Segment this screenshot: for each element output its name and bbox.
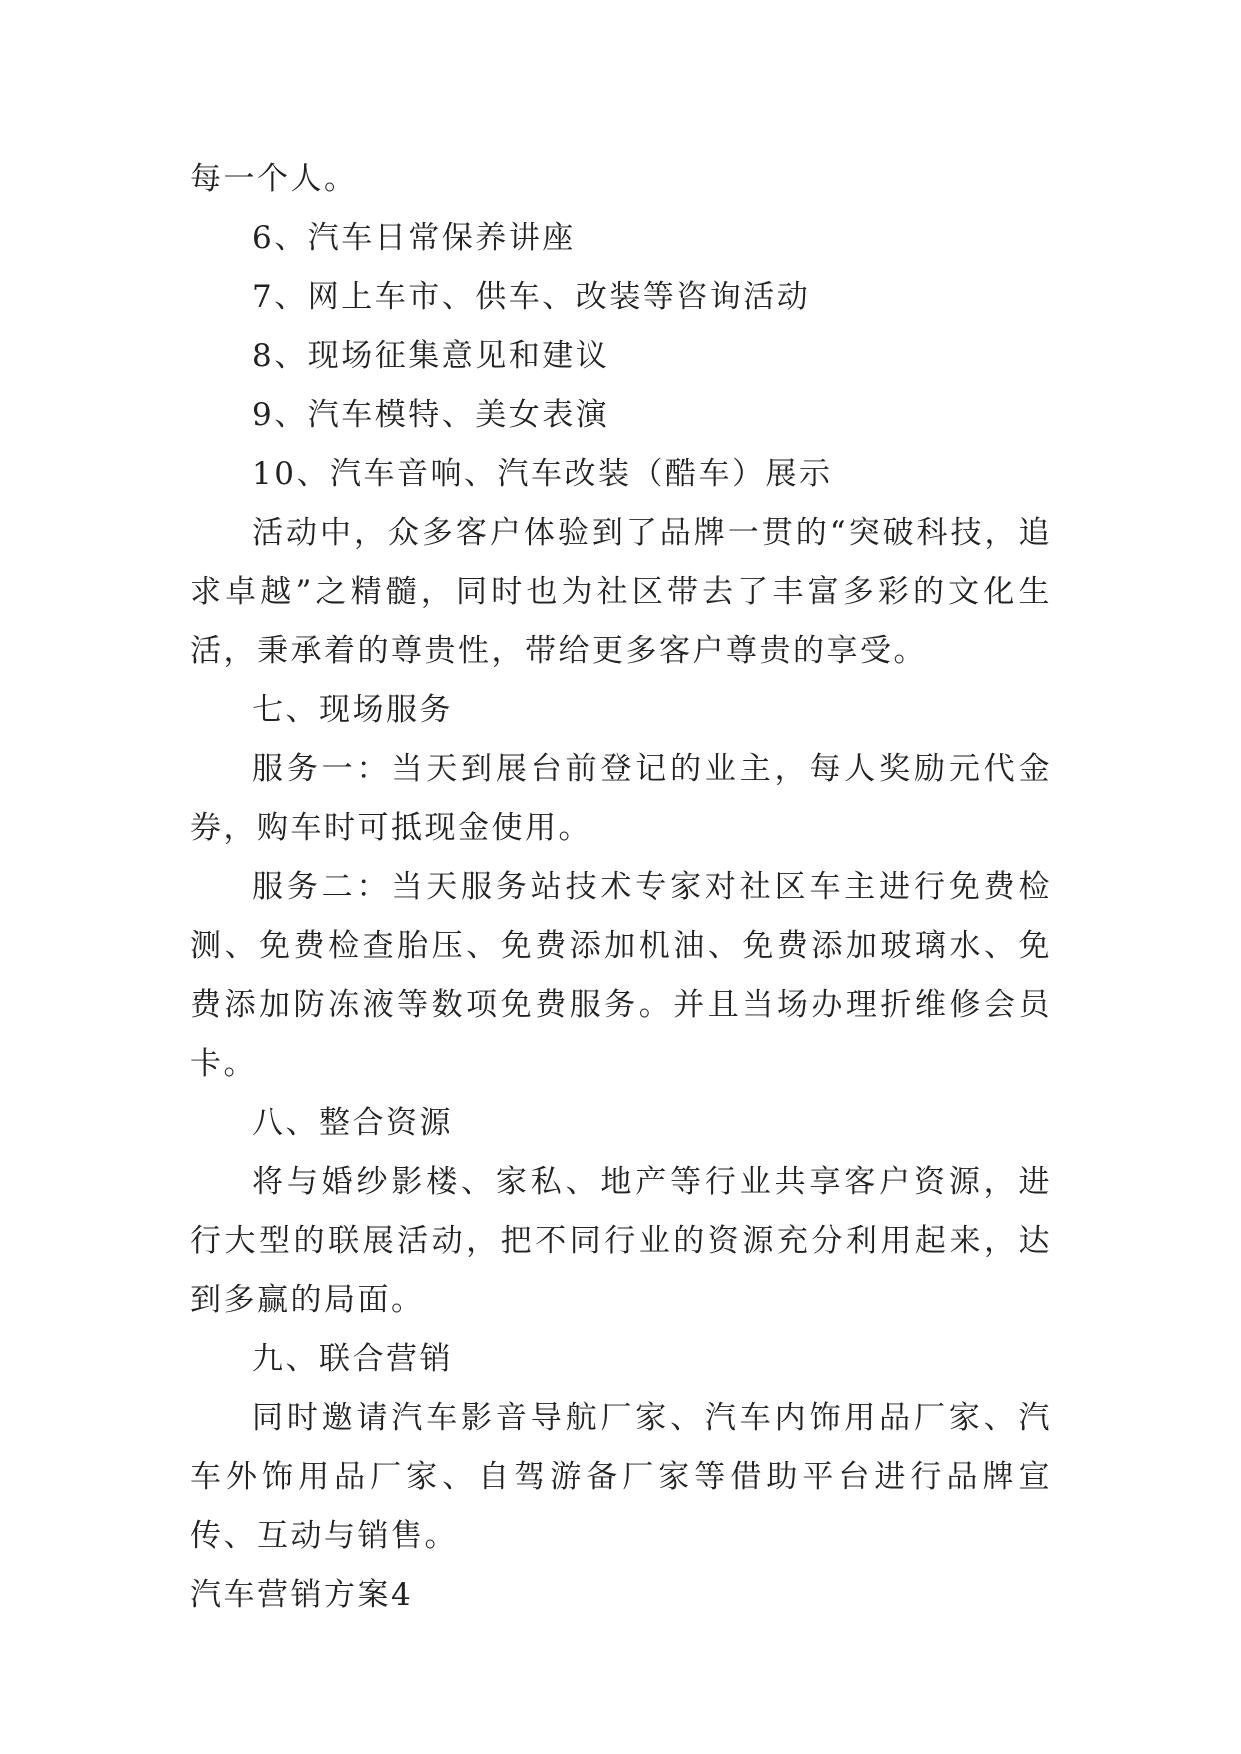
list-item-6: 6、汽车日常保养讲座 [252,220,576,256]
paragraph-continuation: 每一个人。 [190,161,358,197]
section-heading-onsite-service: 七、现场服务 [252,692,453,728]
list-item-8: 8、现场征集意见和建议 [252,338,610,374]
section-heading-joint-marketing: 九、联合营销 [252,1341,453,1377]
section-heading-resources: 八、整合资源 [252,1105,453,1141]
list-item-9: 9、汽车模特、美女表演 [252,397,610,433]
paragraph-service-two: 服务二：当天服务站技术专家对社区车主进行免费检测、免费检查胎压、免费添加机油、免费添加玻璃水、免费添加防冻液等数项免费服务。并且当场办理折维修会员卡。 [190,869,1052,1082]
paragraph-resources: 将与婚纱影楼、家私、地产等行业共享客户资源，进行大型的联展活动，把不同行业的资源充分利用起来，达到多赢的局面。 [190,1164,1052,1318]
document-subtitle: 汽车营销方案4 [190,1577,414,1613]
list-item-10: 10、汽车音响、汽车改装（酷车）展示 [252,456,833,492]
list-item-7: 7、网上车市、供车、改装等咨询活动 [252,279,811,315]
paragraph-activity-summary: 活动中，众多客户体验到了品牌一贯的“突破科技，追求卓越”之精髓，同时也为社区带去了丰富多彩的文化生活，秉承着的尊贵性，带给更多客户尊贵的享受。 [190,515,1052,669]
paragraph-joint-marketing: 同时邀请汽车影音导航厂家、汽车内饰用品厂家、汽车外饰用品厂家、自驾游备厂家等借助平台进行品牌宣传、互动与销售。 [190,1400,1052,1554]
document-page [190,150,1052,1625]
paragraph-service-one: 服务一：当天到展台前登记的业主，每人奖励元代金券，购车时可抵现金使用。 [190,751,1052,846]
